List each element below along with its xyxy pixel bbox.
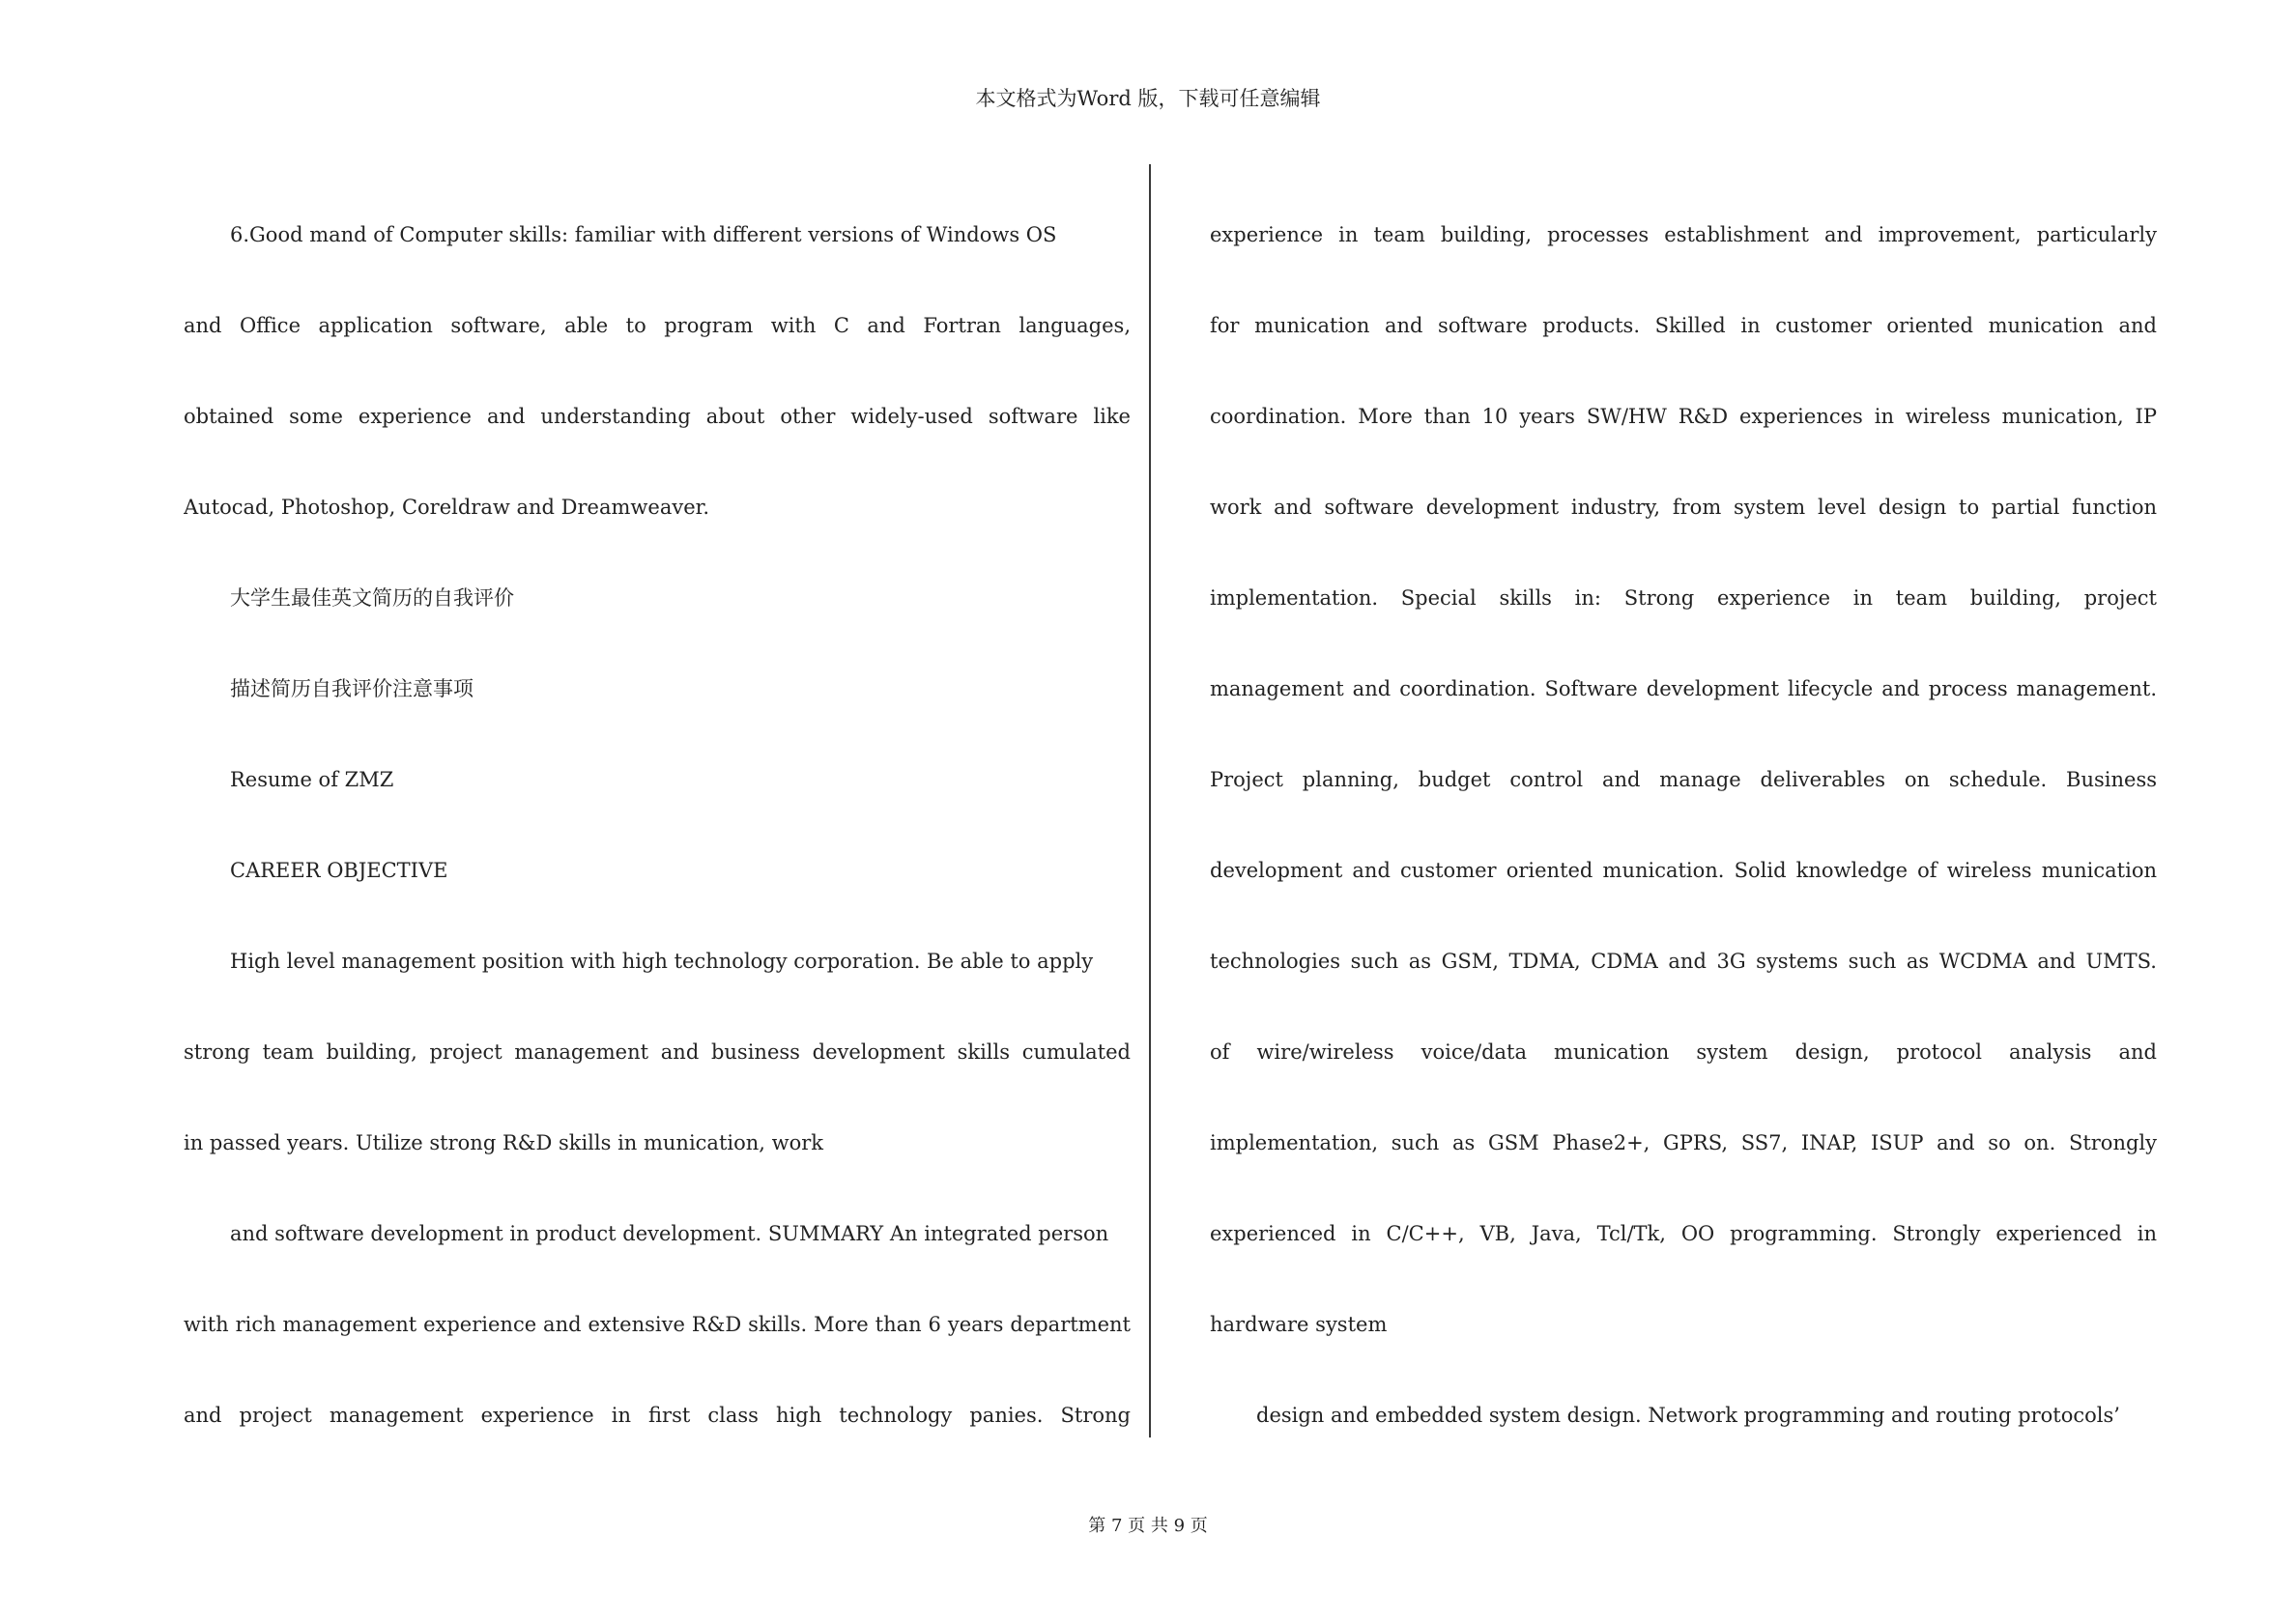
text-line: work and software development industry, from system level design to partial function (1210, 496, 2157, 519)
text-line: and project management experience in first class high technology panies. Strong (184, 1404, 1131, 1427)
right-text-column (1210, 189, 2157, 1461)
text-line: and Office application software, able to program with C and Fortran languages, (184, 314, 1131, 337)
text-line: in passed years. Utilize strong R&D skills in munication, work (184, 1131, 824, 1154)
text-line: management and coordination. Software development lifecycle and process management. (1210, 677, 2157, 700)
text-line: High level management position with high technology corporation. Be able to apply (230, 950, 1094, 973)
text-line: Project planning, budget control and manage deliverables on schedule. Business (1210, 768, 2157, 791)
text-line: implementation. Special skills in: Strong experience in team building, project (1210, 586, 2157, 610)
text-line: hardware system (1210, 1313, 1388, 1336)
text-line: for munication and software products. Skilled in customer oriented munication and (1210, 314, 2157, 337)
career-objective-heading: CAREER OBJECTIVE (230, 859, 448, 882)
text-line: design and embedded system design. Network programming and routing protocols’ (1256, 1404, 2120, 1427)
text-line: experienced in C/C++, VB, Java, Tcl/Tk, OO programming. Strongly experienced in (1210, 1222, 2157, 1245)
text-line: of wire/wireless voice/data munication system design, protocol analysis and (1210, 1040, 2157, 1064)
text-line: strong team building, project management and business development skills cumulated (184, 1040, 1131, 1064)
left-text-column (184, 189, 1131, 1461)
text-line: development and customer oriented munication. Solid knowledge of wireless munication (1210, 859, 2157, 882)
column-divider (1149, 164, 1151, 1437)
section-heading: 大学生最佳英文简历的自我评价 (230, 586, 514, 610)
text-line: implementation, such as GSM Phase2+, GPRS, SS7, INAP, ISUP and so on. Strongly (1210, 1131, 2157, 1154)
section-heading: 描述简历自我评价注意事项 (230, 677, 474, 700)
page-header: 本文格式为Word 版，下载可任意编辑 (975, 87, 1321, 110)
text-line: coordination. More than 10 years SW/HW R&D experiences in wireless munication, IP (1210, 405, 2157, 428)
page-number: 第 7 页 共 9 页 (1088, 1516, 1208, 1536)
text-line: and software development in product development. SUMMARY An integrated person (230, 1222, 1109, 1245)
text-line: obtained some experience and understanding about other widely-used software like (184, 405, 1131, 428)
text-line: with rich management experience and extensive R&D skills. More than 6 years department (184, 1313, 1131, 1336)
resume-title: Resume of ZMZ (230, 768, 394, 791)
text-line: 6.Good mand of Computer skills: familiar with different versions of Windows OS (230, 223, 1057, 246)
text-line: Autocad, Photoshop, Coreldraw and Dreamweaver. (184, 496, 710, 519)
text-line: experience in team building, processes establishment and improvement, particularly (1210, 223, 2157, 246)
text-line: technologies such as GSM, TDMA, CDMA and 3G systems such as WCDMA and UMTS. (1210, 950, 2157, 973)
